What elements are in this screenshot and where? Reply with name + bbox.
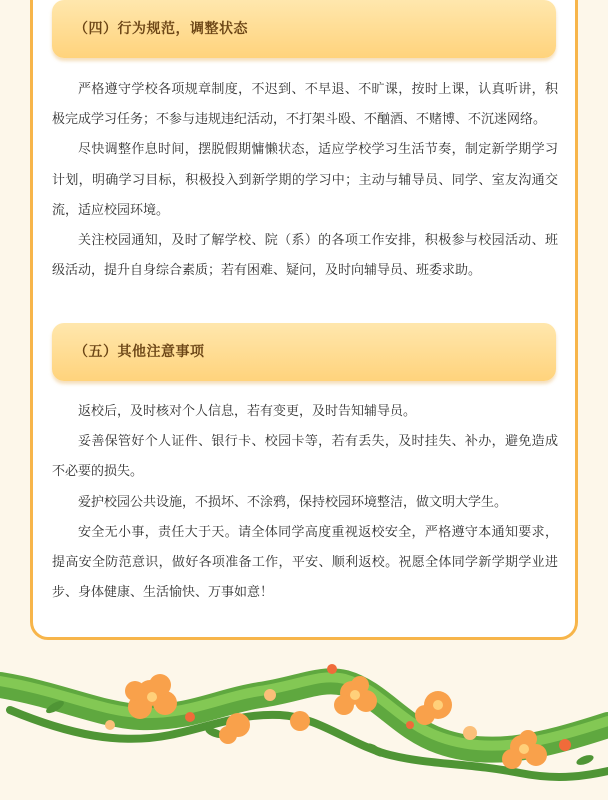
section-header-behavior	[52, 0, 556, 58]
paragraph-routine: 尽快调整作息时间，摆脱假期慵懒状态，适应学校学习生活节奏，制定新学期学习计划，明确学习目标，积极投入到新学期的学习中；主动与辅导员、同学、室友沟通交流，适应校园环境。	[52, 142, 558, 218]
section-title-behavior: （四）行为规范，调整状态	[74, 21, 248, 37]
paragraph-facilities: 爱护校园公共设施，不损坏、不涂鸦，保持校园环境整洁，做文明大学生。	[78, 494, 508, 510]
paragraph-personal-info: 返校后，及时核对个人信息，若有变更，及时告知辅导员。	[78, 404, 417, 419]
section-header-other	[52, 323, 556, 381]
section-title-other: （五）其他注意事项	[74, 344, 205, 360]
flower-vine-garland-icon	[0, 655, 608, 800]
section-body-other	[52, 397, 558, 608]
paragraph-rules: 严格遵守学校各项规章制度，不迟到、不早退、不旷课，按时上课，认真听讲，积极完成学习任务；不参与违规违纪活动，不打架斗殴、不酗酒、不赌博、不沉迷网络。	[52, 82, 558, 128]
paragraph-notices: 关注校园通知，及时了解学校、院（系）的各项工作安排，积极参与校园活动、班级活动，提升自身综合素质；若有困难、疑问，及时向辅导员、班委求助。	[52, 233, 558, 279]
section-body-behavior	[52, 75, 558, 286]
paragraph-safety-wishes: 安全无小事，责任大于天。请全体同学高度重视返校安全，严格遵守本通知要求，提高安全防范意识，做好各项准备工作，平安、顺利返校。祝愿全体同学新学期学业进步、身体健康、生活愉快、万事如意！	[52, 524, 558, 601]
paragraph-documents: 妥善保管好个人证件、银行卡、校园卡等，若有丢失，及时挂失、补办，避免造成不必要的损失。	[52, 434, 558, 480]
